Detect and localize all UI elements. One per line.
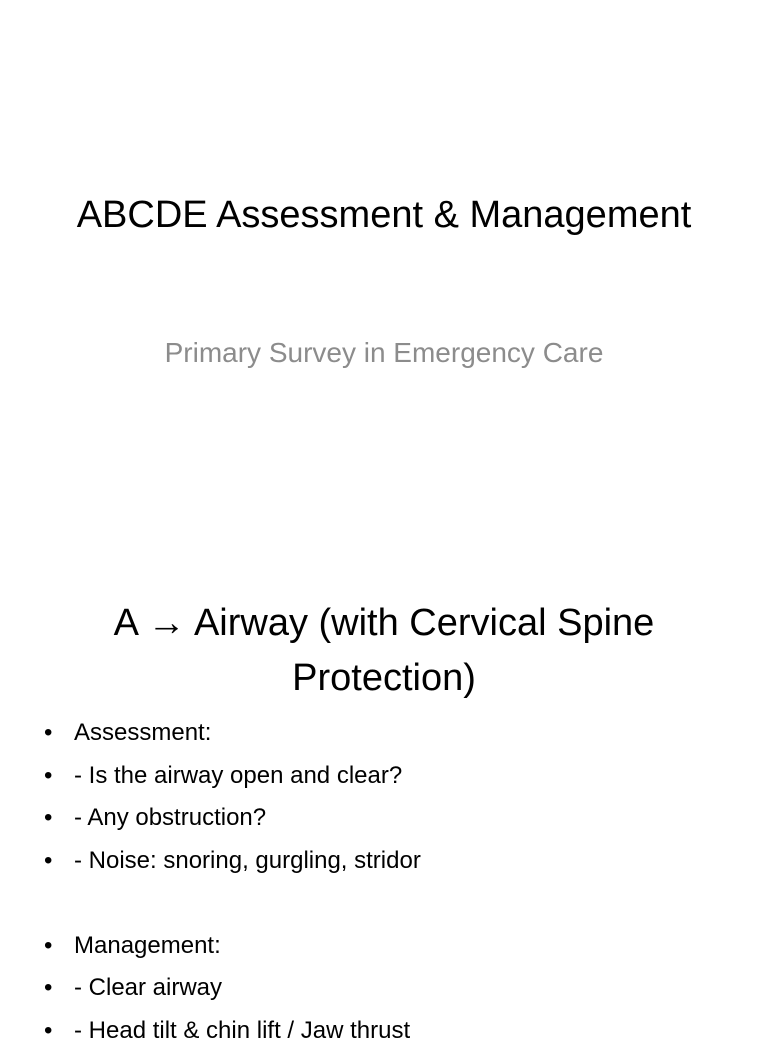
slide-title: ABCDE Assessment & Management xyxy=(40,188,728,243)
bullet-item xyxy=(40,840,748,883)
slide-subtitle: Primary Survey in Emergency Care xyxy=(40,333,728,373)
bullet-icon: • xyxy=(44,967,52,1010)
bullet-item xyxy=(40,712,748,755)
bullet-icon: • xyxy=(44,925,52,968)
bullet-text: - Clear airway xyxy=(74,974,222,1001)
bullet-spacer xyxy=(40,882,748,925)
bullet-text: - Is the airway open and clear? xyxy=(74,762,402,789)
bullet-icon: • xyxy=(44,712,52,755)
bullet-text: - Noise: snoring, gurgling, stridor xyxy=(74,847,421,874)
bullet-text: Assessment: xyxy=(74,719,211,746)
bullet-text: Management: xyxy=(74,932,221,959)
bullet-item xyxy=(40,755,748,798)
bullet-list xyxy=(40,712,748,1052)
bullet-icon: • xyxy=(44,797,52,840)
slide-title: A → Airway (with Cervical Spine Protection) xyxy=(40,596,728,706)
bullet-text: - Head tilt & chin lift / Jaw thrust xyxy=(74,1017,410,1044)
bullet-item xyxy=(40,1010,748,1052)
bullet-icon: • xyxy=(44,840,52,883)
bullet-item xyxy=(40,925,748,968)
bullet-icon: • xyxy=(44,1010,52,1052)
bullet-item xyxy=(40,797,748,840)
bullet-text: - Any obstruction? xyxy=(74,804,266,831)
airway-slide xyxy=(0,576,768,1024)
bullet-item xyxy=(40,967,748,1010)
bullet-icon: • xyxy=(44,755,52,798)
